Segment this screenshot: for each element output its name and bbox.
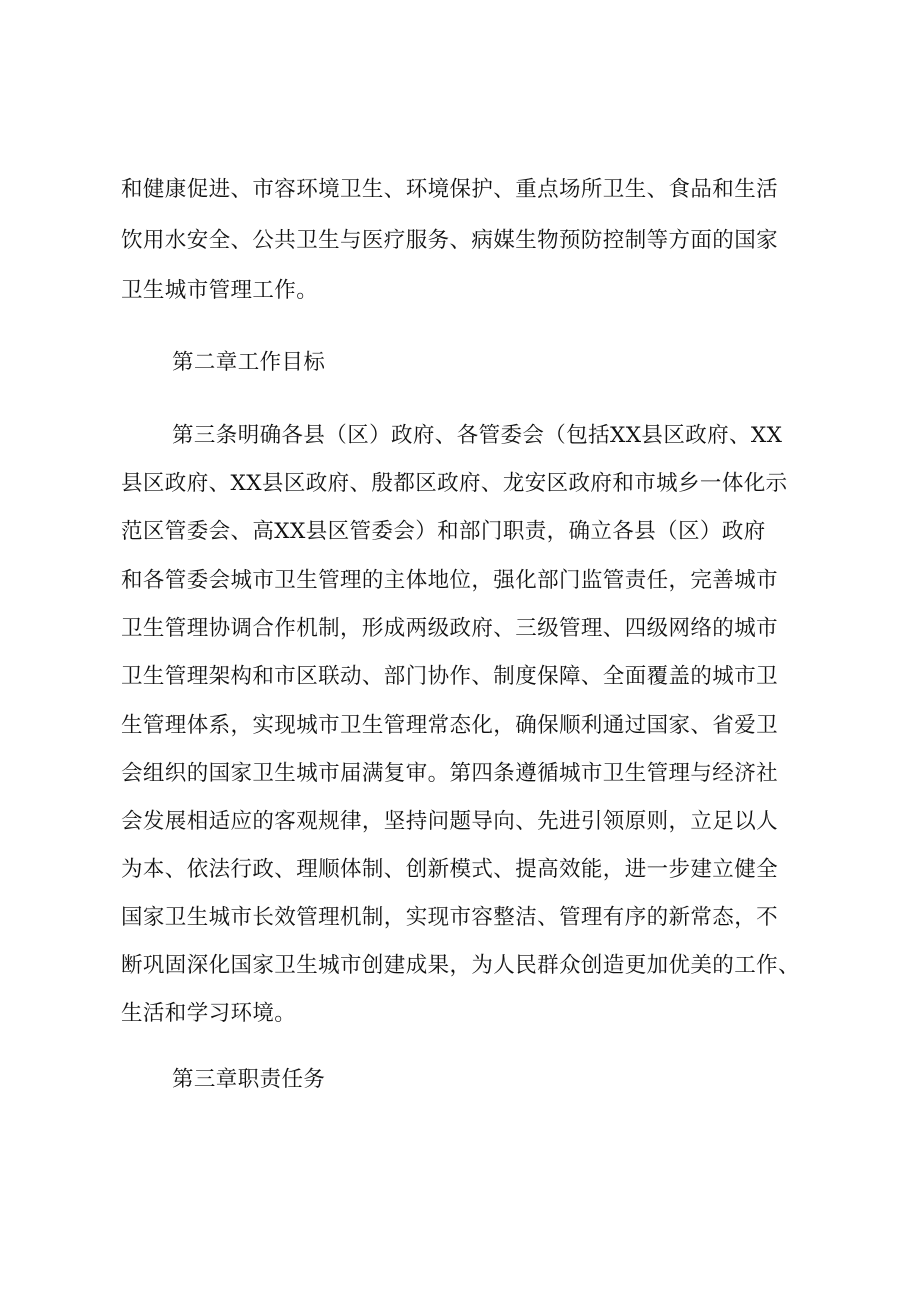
paragraph-1-line-2: 饮用水安全、公共卫生与医疗服务、病媒生物预防控制等方面的国家 <box>121 228 779 253</box>
paragraph-2-line-13: 生活和学习环境。 <box>121 1001 297 1026</box>
paragraph-2-line-8: 会组织的国家卫生城市届满复审。第四条遵循城市卫生管理与经济社 <box>121 761 779 786</box>
chapter-3-heading: 第三章职责任务 <box>172 1067 326 1092</box>
paragraph-2-line-2: 县区政府、XX县区政府、殷都区政府、龙安区政府和市城乡一体化示 <box>121 471 788 496</box>
paragraph-2-line-3: 范区管委会、高XX县区管委会）和部门职责，确立各县（区）政府 <box>121 519 766 544</box>
paragraph-2-line-12: 断巩固深化国家卫生城市创建成果，为人民群众创造更加优美的工作、 <box>121 953 800 978</box>
chapter-2-heading: 第二章工作目标 <box>172 350 326 375</box>
paragraph-2-line-9: 会发展相适应的客观规律，坚持问题导向、先进引领原则，立足以人 <box>121 809 779 834</box>
paragraph-2-line-5: 卫生管理协调合作机制，形成两级政府、三级管理、四级网络的城市 <box>121 616 779 641</box>
paragraph-2-line-11: 国家卫生城市长效管理机制，实现市容整洁、管理有序的新常态，不 <box>121 905 779 930</box>
paragraph-2-line-7: 生管理体系，实现城市卫生管理常态化，确保顺利通过国家、省爱卫 <box>121 713 779 738</box>
paragraph-2-line-4: 和各管委会城市卫生管理的主体地位，强化部门监管责任，完善城市 <box>121 568 779 593</box>
paragraph-1-line-1: 和健康促进、市容环境卫生、环境保护、重点场所卫生、食品和生活 <box>121 177 779 202</box>
paragraph-1-line-3: 卫生城市管理工作。 <box>121 278 319 303</box>
paragraph-2-line-1: 第三条明确各县（区）政府、各管委会（包括XX县区政府、XX <box>172 423 783 448</box>
paragraph-2-line-6: 卫生管理架构和市区联动、部门协作、制度保障、全面覆盖的城市卫 <box>121 664 779 689</box>
paragraph-2-line-10: 为本、依法行政、理顺体制、创新模式、提高效能，进一步建立健全 <box>121 857 779 882</box>
